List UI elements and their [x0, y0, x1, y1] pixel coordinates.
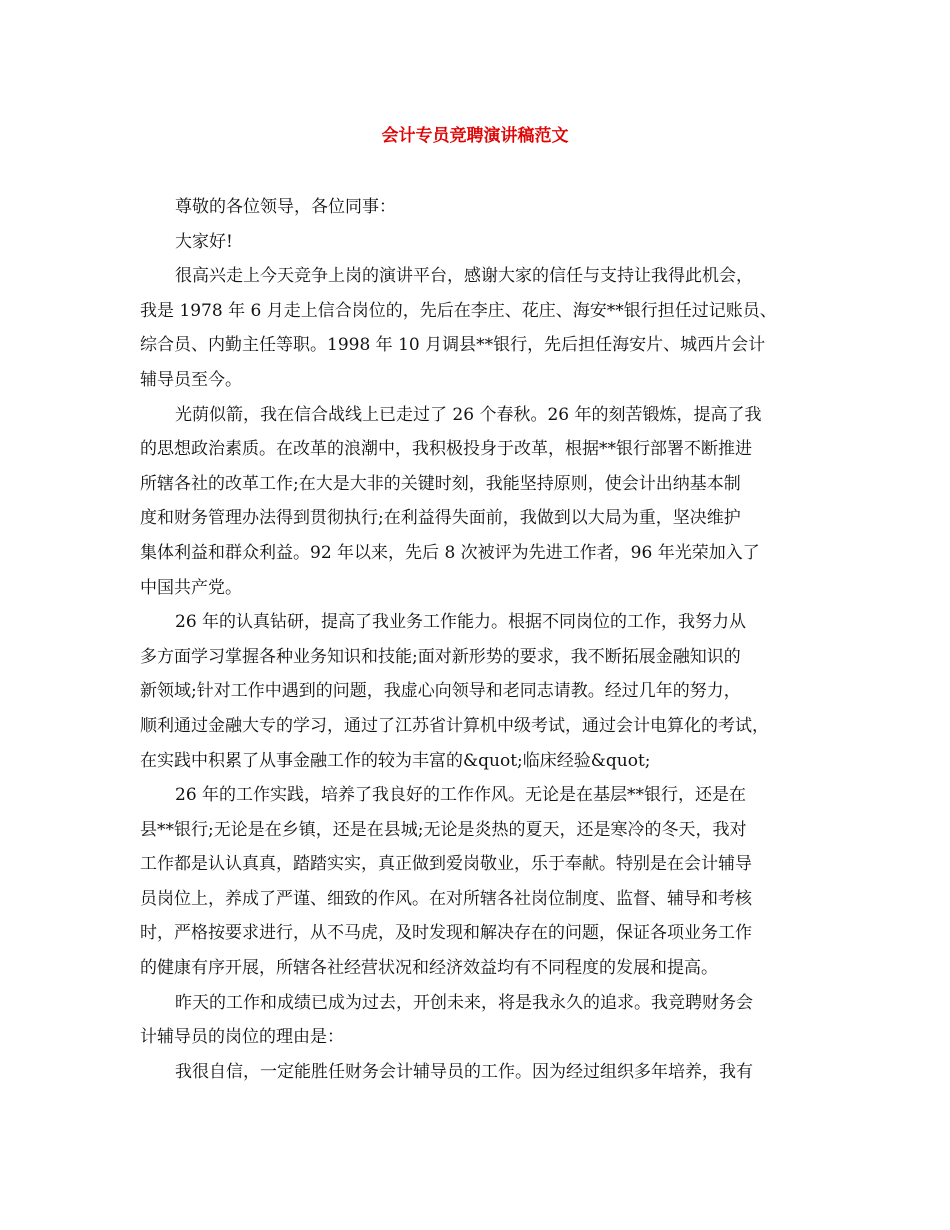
- text-line: 辅导员至今。: [140, 369, 242, 390]
- text-line: 光荫似箭，我在信合战线上已走过了 26 个春秋。26 年的刻苦锻炼，提高了我: [175, 404, 762, 425]
- text-line: 昨天的工作和成绩已成为过去，开创未来，将是我永久的追求。我竞聘财务会: [175, 992, 753, 1013]
- text-line: 我很自信，一定能胜任财务会计辅导员的工作。因为经过组织多年培养，我有: [175, 1061, 753, 1082]
- text-line: 时，严格按要求进行，从不马虎，及时发现和解决存在的问题，保证各项业务工作: [140, 923, 752, 944]
- text-line: 很高兴走上今天竞争上岗的演讲平台，感谢大家的信任与支持让我得此机会，: [175, 266, 753, 287]
- text-line: 综合员、内勤主任等职。1998 年 10 月调县**银行，先后担任海安片、城西片会计: [140, 335, 766, 356]
- text-line: 26 年的认真钻研，提高了我业务工作能力。根据不同岗位的工作，我努力从: [175, 612, 747, 633]
- text-line: 的思想政治素质。在改革的浪潮中，我积极投身于改革，根据**银行部署不断推进: [140, 439, 752, 460]
- text-line: 计辅导员的岗位的理由是：: [140, 1027, 344, 1048]
- text-line: 26 年的工作实践，培养了我良好的工作作风。无论是在基层**银行，还是在: [175, 785, 747, 806]
- text-line: 多方面学习掌握各种业务知识和技能;面对新形势的要求，我不断拓展金融知识的: [140, 646, 741, 667]
- text-line: 度和财务管理办法得到贯彻执行;在利益得失面前，我做到以大局为重，坚决维护: [140, 508, 741, 529]
- text-line: 员岗位上，养成了严谨、细致的作风。在对所辖各社岗位制度、监督、辅导和考核: [140, 888, 752, 909]
- document-body: [140, 190, 820, 1089]
- text-line: 我是 1978 年 6 月走上信合岗位的，先后在李庄、花庄、海安**银行担任过记账员、: [140, 300, 777, 321]
- text-line: 的健康有序开展，所辖各社经营状况和经济效益均有不同程度的发展和提高。: [140, 958, 718, 979]
- text-line: 所辖各社的改革工作;在大是大非的关键时刻，我能坚持原则，使会计出纳基本制: [140, 473, 741, 494]
- text-line: 中国共产党。: [140, 577, 242, 598]
- document-title: 会计专员竞聘演讲稿范文: [381, 126, 569, 146]
- text-line: 顺利通过金融大专的学习，通过了江苏省计算机中级考试，通过会计电算化的考试，: [140, 715, 769, 736]
- text-line: 在实践中积累了从事金融工作的较为丰富的&quot;临床经验&quot;: [140, 750, 651, 771]
- text-line: 集体利益和群众利益。92 年以来，先后 8 次被评为先进工作者，96 年光荣加入了: [140, 542, 760, 563]
- text-line: 新领域;针对工作中遇到的问题，我虚心向领导和老同志请教。经过几年的努力，: [140, 681, 741, 702]
- text-line: 尊敬的各位领导，各位同事：: [175, 197, 396, 217]
- text-line: 工作都是认认真真，踏踏实实，真正做到爱岗敬业，乐于奉献。特别是在会计辅导: [140, 854, 752, 875]
- text-line: 县**银行;无论是在乡镇，还是在县城;无论是炎热的夏天，还是寒冷的冬天，我对: [140, 819, 747, 840]
- text-line: 大家好!: [175, 231, 233, 252]
